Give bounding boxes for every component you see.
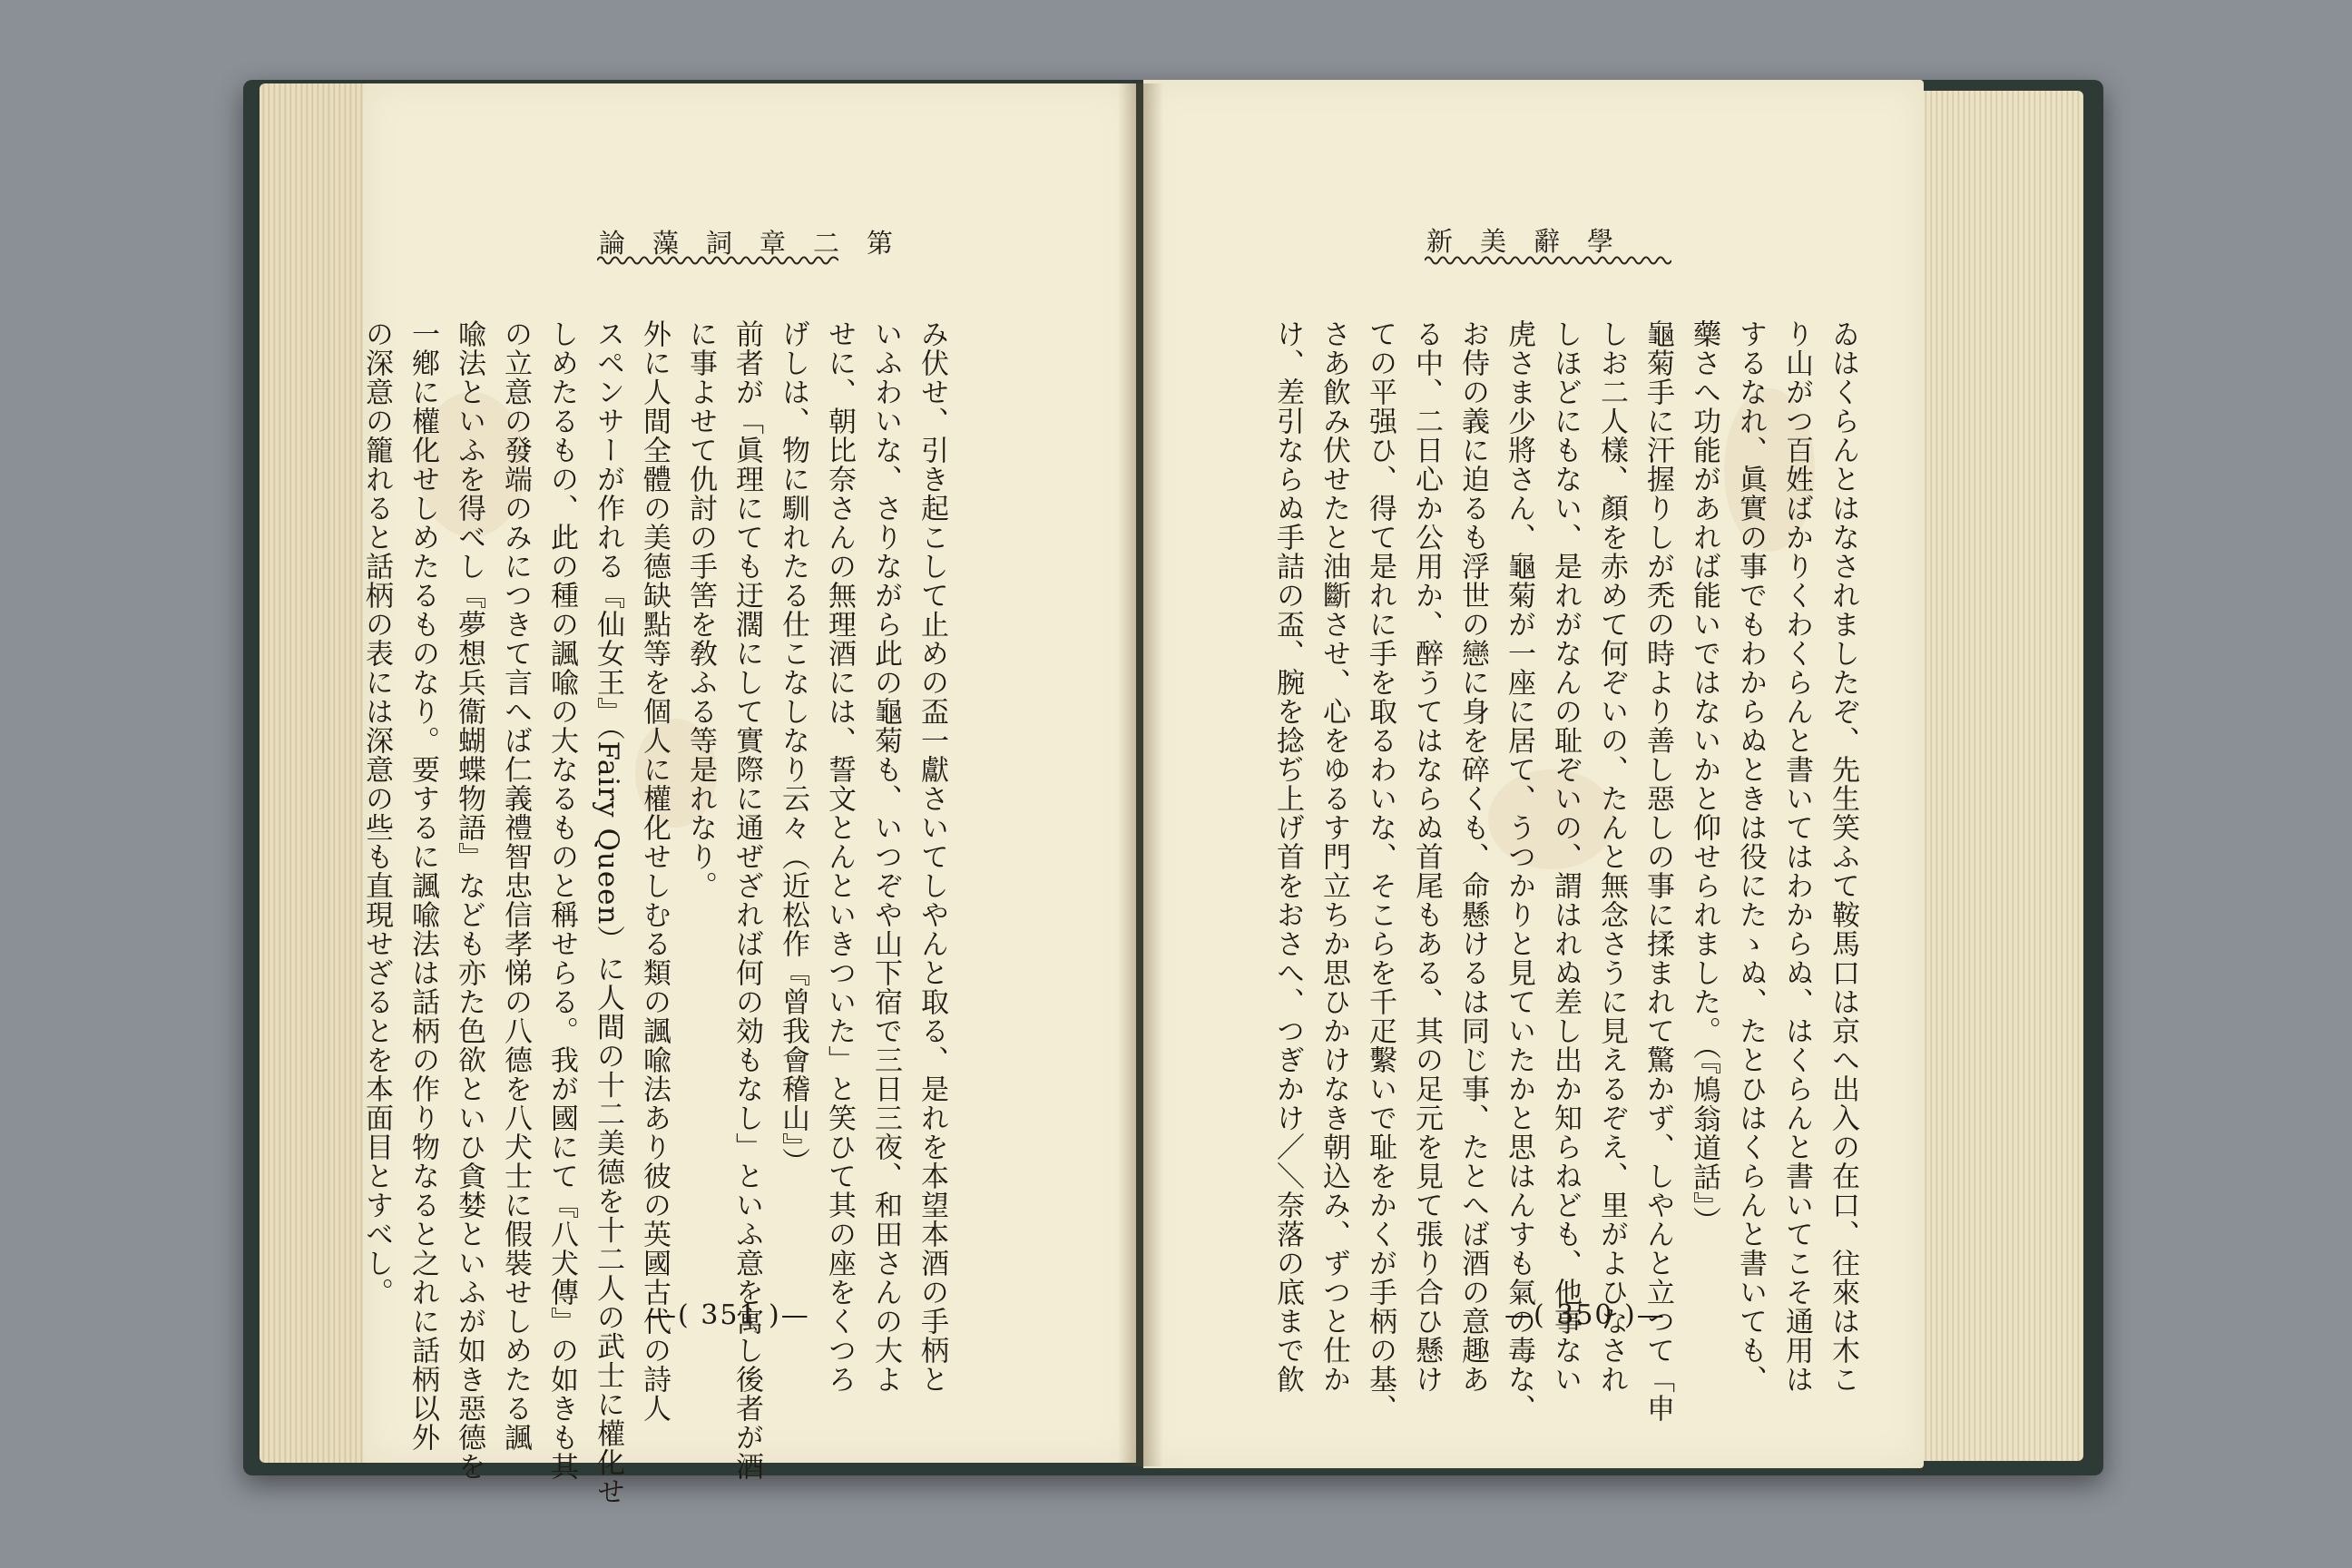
- text-column: り山がつ百姓ばかりくわくらんと書いてはわからぬ、はくらんと書いてこそ通用は: [1780, 319, 1813, 1394]
- page-number-left: —( 351 )—: [649, 1299, 810, 1331]
- text-column: ての平强ひ、得て是れに手を取るわいな、そこらを千疋繫いで耻をかくが手柄の基、: [1364, 319, 1396, 1423]
- text-column: 喩法といふを得べし『夢想兵衞蝴蝶物語』なども亦た色欲といひ貪婪といふが如き惡德を: [453, 319, 485, 1481]
- text-column: スペンサーが作れる『仙女王』（Fairy Queen）に人間の十二美德を十二人の武士に權化せ: [592, 319, 624, 1506]
- text-column: さあ飮み伏せたと油斷させ、心をゆるす門立ちか思ひかけなき朝込み、ずつと仕か: [1318, 319, 1350, 1394]
- text-column: しお二人樣、顏を赤めて何ぞいの、たんと無念さうに見えるぞえ、里がよひなされ: [1595, 319, 1628, 1394]
- text-column: る中、二日心か公用か、醉うてはならぬ首尾もある、其の足元を見て張り合ひ懸け: [1410, 319, 1443, 1394]
- text-column: ゐはくらんとはなされましたぞ、先生笑ふて鞍馬口は京へ出入の在口、往來は木こ: [1827, 319, 1859, 1394]
- text-column: いふわいな、さりながら此の龜菊も、いつぞや山下宿で三日三夜、和田さんの大よ: [869, 319, 902, 1394]
- text-column: 藥さへ功能があれば能いではないかと仰せられました。（『鳩翁道話』）: [1688, 319, 1720, 1236]
- text-column: の立意の發端のみにつきて言へば仁義禮智忠信孝悌の八德を八犬士に假裝せしめたる諷: [499, 319, 532, 1452]
- running-header-left: 論藻詞章二第: [599, 228, 921, 259]
- page-edges-right: [1906, 91, 2083, 1461]
- page-edges-left: [260, 83, 368, 1463]
- text-column: の深意の籠れると話柄の表には深意の些も直現せざるとを本面目とすべし。: [360, 319, 393, 1307]
- text-column: しめたるもの、此の種の諷喩の大なるものと稱せらる。我が國にて『八犬傳』の如きも其: [545, 319, 578, 1481]
- text-column: 外に人間全體の美德缺點等を個人に權化せしむる類の諷喩法あり彼の英國古代の詩人: [638, 319, 671, 1423]
- text-column: せに、朝比奈さんの無理酒には、誓文とんといきついた」と笑ひて其の座をくつろ: [823, 319, 856, 1394]
- header-rule-left: [597, 254, 838, 267]
- header-rule-right: [1425, 254, 1671, 267]
- page-number-right: —( 350 )—: [1504, 1299, 1666, 1331]
- text-column: に事よせて仇討の手筈を敎ふる等是れなり。: [684, 319, 717, 900]
- text-column: しほどにもない、是れがなんの耻ぞいの、謂はれぬ差し出か知らねども、他事ない: [1549, 319, 1582, 1394]
- text-column: み伏せ、引き起こして止めの盃一獻さいてしやんと取る、是れを本望本酒の手柄と: [916, 319, 948, 1394]
- text-column: 一鄕に權化せしめたるものなり。要するに諷喩法は話柄の作り物なると之れに話柄以外: [407, 319, 439, 1452]
- text-column: げしは、物に馴れたる仕こなしなり云々（近松作『曾我會稽山』）: [777, 319, 809, 1177]
- text-column: 前者が「眞理にても迂濶にして實際に通ぜざれば何の効もなし」といふ意を寓し後者が酒: [730, 319, 763, 1481]
- text-column: するなれ、眞實の事でもわからぬときは役にたゝぬ、たとひはくらんと書いても、: [1734, 319, 1767, 1394]
- text-column: 虎さま少將さん、龜菊が一座に居て、うつかりと見ていたかと思はんすも氣の毒な、: [1503, 319, 1535, 1423]
- text-column: け、差引ならぬ手詰の盃、腕を捻ぢ上げ首をおさへ、つぎかけ／＼奈落の底まで飮: [1271, 319, 1304, 1394]
- text-column: お侍の義に迫るも浮世の戀に身を碎くも、命懸けるは同じ事、たとへば酒の意趣あ: [1456, 319, 1489, 1394]
- text-column: 龜菊手に汗握りしが禿の時より善し惡しの事に揉まれて驚かず、しやんと立つて「申: [1642, 319, 1674, 1423]
- book-gutter: [1118, 83, 1163, 1466]
- running-header-right: 新美辭學: [1426, 226, 1642, 257]
